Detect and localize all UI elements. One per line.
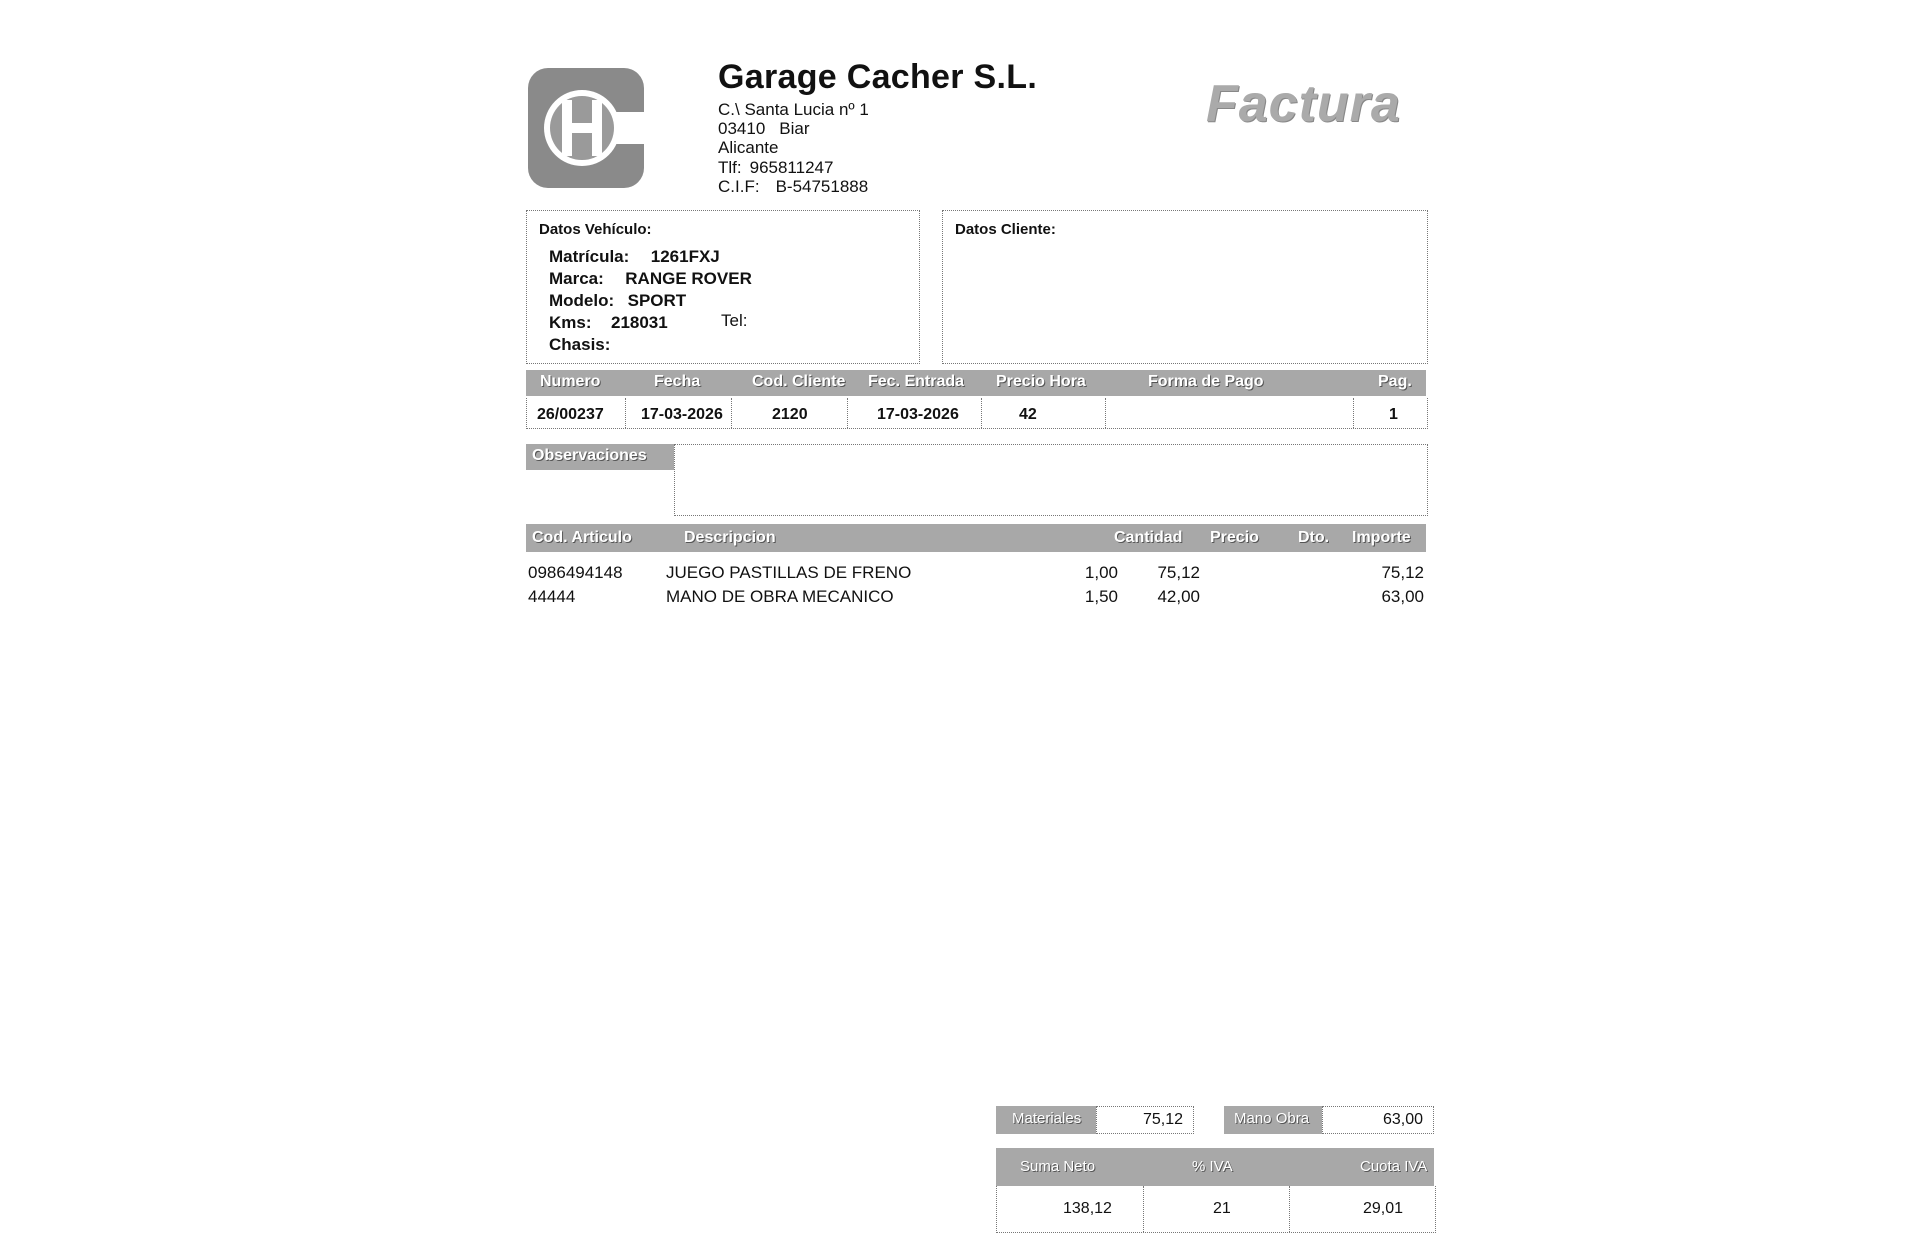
item-description: JUEGO PASTILLAS DE FRENO: [666, 563, 912, 582]
item-amount: 75,12: [1381, 563, 1424, 582]
net-label: Suma Neto: [1020, 1158, 1096, 1175]
labour-label: [1224, 1106, 1322, 1134]
vehicle-kms-row: [549, 313, 668, 333]
company-cif: B-54751888: [775, 177, 869, 196]
item-amount: 63,00: [1381, 587, 1424, 606]
header-precio-hora: Precio Hora: [996, 373, 1086, 390]
header-forma-pago: Forma de Pago: [1148, 373, 1264, 390]
header-fec-entrada: Fec. Entrada: [868, 373, 965, 390]
company-name: Garage Cacher S.L.: [718, 58, 1038, 96]
vat-quota-value: 29,01: [1363, 1200, 1404, 1217]
materials-label-text: Materiales: [1012, 1110, 1082, 1127]
labour-label-text: Mano Obra: [1234, 1110, 1310, 1127]
document-title: Factura: [1206, 75, 1401, 133]
item-price: 42,00: [1157, 587, 1200, 606]
materials-value: 75,12: [1142, 1111, 1183, 1128]
client-code: 2120: [772, 406, 808, 423]
invoice-info-values: [526, 398, 1428, 429]
model-value: SPORT: [627, 291, 687, 310]
vehicle-make-row: [549, 269, 752, 289]
header-descripcion: Descripcion: [684, 529, 776, 546]
chassis-label: Chasis:: [549, 335, 611, 354]
table-row: [526, 587, 1426, 611]
materials-value-box: [1096, 1106, 1194, 1134]
table-row: [526, 563, 1426, 587]
company-phone-line: [718, 158, 833, 178]
header-fecha: Fecha: [654, 373, 701, 390]
vehicle-plate-row: [549, 247, 720, 267]
company-phone-label: Tlf:: [718, 158, 742, 177]
vat-pct-value: 21: [1213, 1200, 1231, 1217]
item-quantity: 1,50: [1084, 587, 1118, 606]
client-data-box: [942, 210, 1428, 364]
item-quantity: 1,00: [1084, 563, 1118, 582]
vat-quota-label: Cuota IVA: [1360, 1158, 1428, 1175]
entry-date: 17-03-2026: [877, 406, 959, 423]
kms-label: Kms:: [549, 313, 592, 332]
header-cod-articulo: Cod. Articulo: [532, 529, 632, 546]
item-price: 75,12: [1157, 563, 1200, 582]
company-postcode-city: [718, 119, 810, 139]
header-numero: Numero: [540, 373, 601, 390]
vat-pct-label: % IVA: [1192, 1158, 1233, 1175]
labour-value: 63,00: [1382, 1111, 1423, 1128]
model-label: Modelo:: [549, 291, 615, 310]
summary-values: [996, 1186, 1436, 1233]
invoice-info-header: [526, 370, 1426, 396]
invoice-date: 17-03-2026: [641, 406, 723, 423]
page-number: 1: [1389, 406, 1398, 423]
header-cantidad: Cantidad: [1114, 529, 1183, 546]
item-description: MANO DE OBRA MECANICO: [666, 587, 894, 606]
kms-value: 218031: [610, 313, 668, 332]
vehicle-box-title: Datos Vehículo:: [539, 221, 652, 238]
company-logo: [526, 66, 646, 190]
item-code: 44444: [528, 587, 576, 606]
plate-label: Matrícula:: [549, 247, 630, 266]
company-postcode: 03410: [718, 119, 766, 138]
header-precio: Precio: [1210, 529, 1259, 546]
vehicle-tel-label: Tel:: [721, 311, 748, 330]
item-code: 0986494148: [528, 563, 623, 582]
company-city: Biar: [779, 119, 810, 138]
make-value: RANGE ROVER: [625, 269, 752, 288]
items-header: [526, 524, 1426, 552]
labour-value-box: [1322, 1106, 1434, 1134]
company-province: Alicante: [718, 138, 779, 157]
invoice-number: 26/00237: [537, 406, 604, 423]
header-pag: Pag.: [1378, 373, 1412, 390]
make-label: Marca:: [549, 269, 604, 288]
observations-label-text: Observaciones: [532, 447, 647, 464]
materials-label: [996, 1106, 1096, 1134]
observations-label: [526, 444, 674, 470]
vehicle-chassis-row: [549, 335, 610, 355]
client-box-title: Datos Cliente:: [955, 221, 1056, 238]
header-importe: Importe: [1352, 529, 1411, 546]
header-cod-cliente: Cod. Cliente: [752, 373, 846, 390]
company-phone: 965811247: [749, 158, 834, 177]
company-cif-label: C.I.F:: [718, 177, 760, 196]
observations-box: [674, 444, 1428, 516]
net-value: 138,12: [1063, 1200, 1112, 1217]
company-street: C.\ Santa Lucia nº 1: [718, 100, 869, 119]
hourly-rate: 42: [1019, 406, 1037, 423]
vehicle-data-box: [526, 210, 920, 364]
plate-value: 1261FXJ: [650, 247, 720, 266]
company-cif-line: [718, 177, 868, 197]
vehicle-model-row: [549, 291, 686, 311]
summary-header: [996, 1148, 1434, 1186]
header-dto: Dto.: [1298, 529, 1330, 546]
